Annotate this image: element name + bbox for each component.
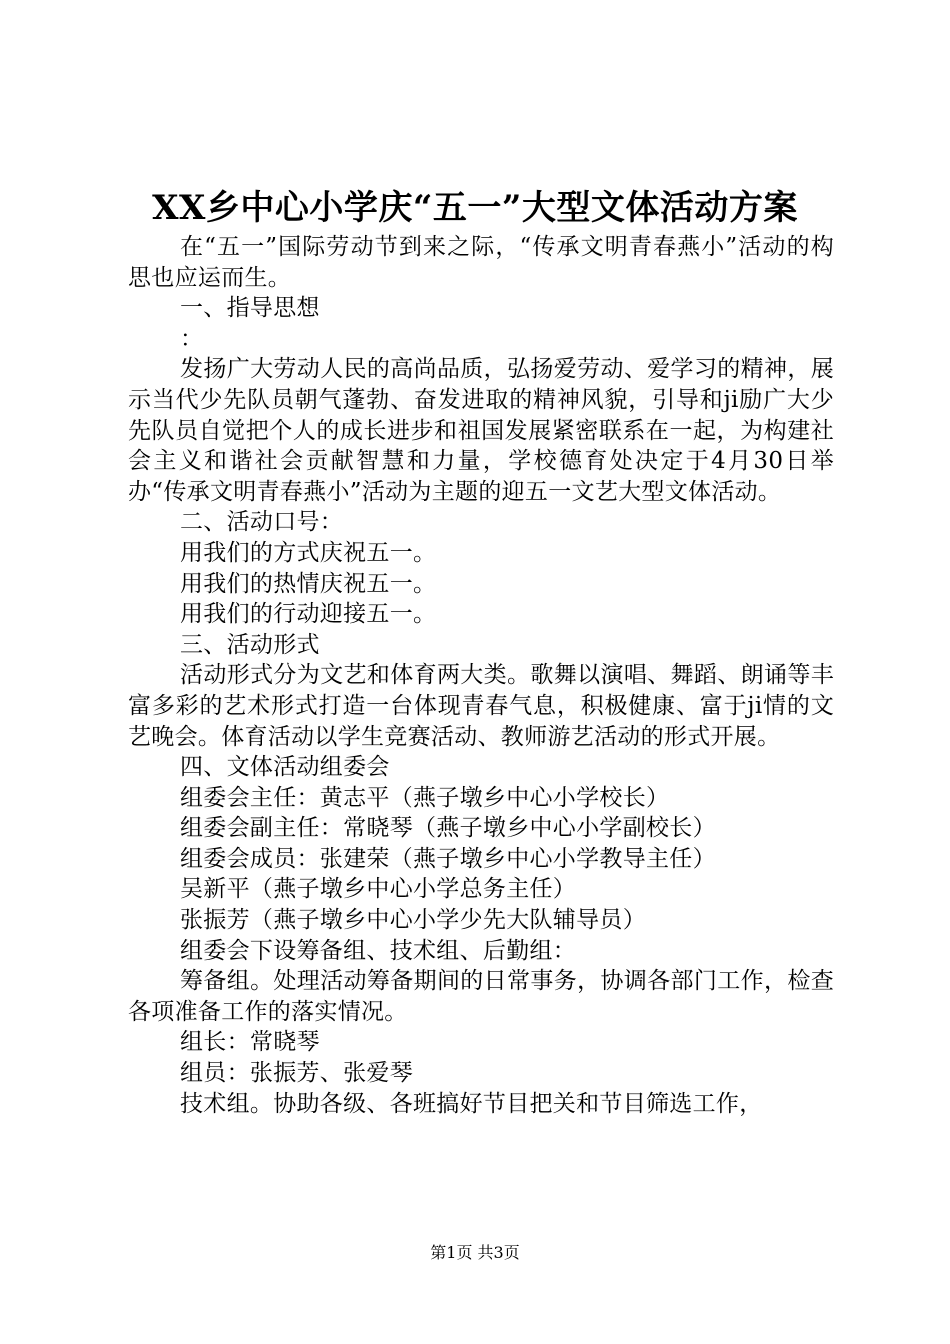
heading-committee: 四、文体活动组委会 <box>180 754 390 781</box>
document-body <box>128 232 834 1119</box>
page-footer: 第1页 共3页 <box>430 1243 520 1262</box>
prep-group-members: 组员：张振芳、张爱琴 <box>180 1060 413 1087</box>
committee-deputy-director: 组委会副主任：常晓琴（燕子墩乡中心小学副校长） <box>180 815 716 842</box>
committee-member-3: 张振芳（燕子墩乡中心小学少先大队辅导员） <box>180 907 646 934</box>
paragraph-guiding-thought: 发扬广大劳动人民的高尚品质，弘扬爱劳动、爱学习的精神，展示当代少先队员朝气蓬勃、奋发进取的精神风貌，引导和ji励广大少先队员自觉把个人的成长进步和祖国发展紧密联系在一起，为构建社会主义和谐社会贡献智慧和力量，学校德育处决定于4月30日举办“传承文明青春燕小”活动为主题的迎五一文艺大型文体活动。 <box>128 356 834 505</box>
paragraph-colon: ： <box>180 325 204 352</box>
committee-director: 组委会主任：黄志平（燕子墩乡中心小学校长） <box>180 784 670 811</box>
paragraph-activity-form: 活动形式分为文艺和体育两大类。歌舞以演唱、舞蹈、朗诵等丰富多彩的艺术形式打造一台体现青春气息，积极健康、富于ji情的文艺晚会。体育活动以学生竞赛活动、教师游艺活动的形式开展。 <box>128 662 834 750</box>
slogan-line-1: 用我们的方式庆祝五一。 <box>180 539 437 566</box>
slogan-line-2: 用我们的热情庆祝五一。 <box>180 570 437 597</box>
paragraph-prep-group: 筹备组。处理活动筹备期间的日常事务，协调各部门工作，检查各项准备工作的落实情况。 <box>128 968 834 1025</box>
prep-group-leader: 组长：常晓琴 <box>180 1029 320 1056</box>
paragraph-tech-group: 技术组。协助各级、各班搞好节目把关和节目筛选工作， <box>180 1090 763 1117</box>
slogan-line-3: 用我们的行动迎接五一。 <box>180 601 437 628</box>
paragraph-intro: 在“五一”国际劳动节到来之际，“传承文明青春燕小”活动的构思也应运而生。 <box>128 234 834 291</box>
heading-guiding-thought: 一、指导思想 <box>180 295 320 322</box>
heading-slogan: 二、活动口号： <box>180 509 344 536</box>
heading-activity-form: 三、活动形式 <box>180 631 320 658</box>
document-title: XX乡中心小学庆“五一”大型文体活动方案 <box>152 188 798 228</box>
committee-member-1: 组委会成员：张建荣（燕子墩乡中心小学教导主任） <box>180 845 716 872</box>
committee-member-2: 吴新平（燕子墩乡中心小学总务主任） <box>180 876 577 903</box>
committee-groups: 组委会下设筹备组、技术组、后勤组： <box>180 937 577 964</box>
